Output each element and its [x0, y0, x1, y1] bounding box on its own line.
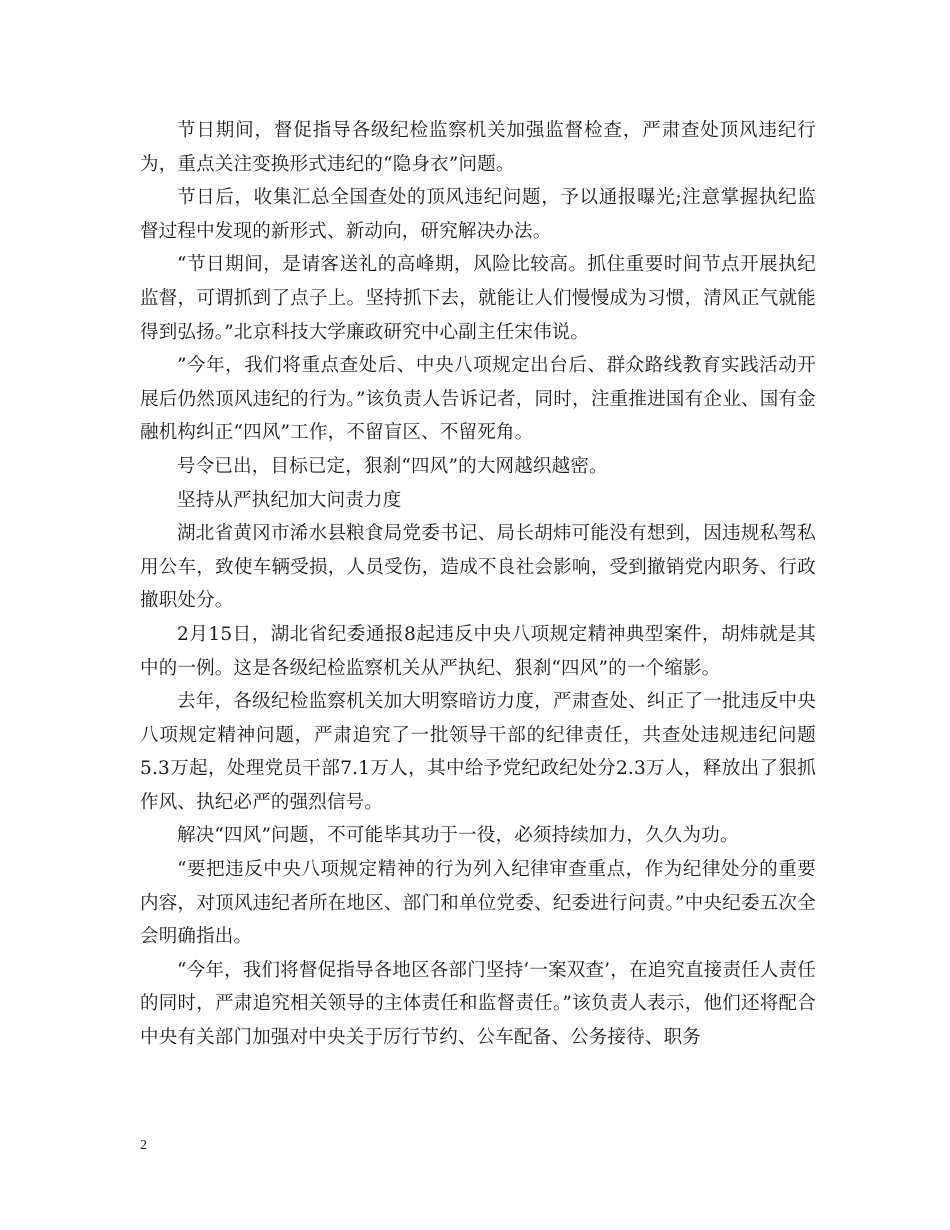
paragraph: 去年，各级纪检监察机关加大明察暗访力度，严肃查处、纠正了一批违反中央八项规定精神问题，严肃追究了一批领导干部的纪律责任，共查处违规违纪问题5.3万起，处理党员干部7.1万人，其中给予党纪政纪处分2.3万人，释放出了狠抓作风、执纪必严的强烈信号。	[140, 691, 816, 813]
page-number: 2	[140, 1138, 147, 1153]
paragraph: “要把违反中央八项规定精神的行为列入纪律审查重点，作为纪律处分的重要内容，对顶风违纪者所在地区、部门和单位党委、纪委进行问责。”中央纪委五次全会明确指出。	[140, 859, 816, 948]
paragraph: 湖北省黄冈市浠水县粮食局党委书记、局长胡炜可能没有想到，因违规私驾私用公车，致使车辆受损，人员受伤，造成不良社会影响，受到撤销党内职务、行政撤职处分。	[140, 523, 816, 612]
paragraph: 解决“四风”问题，不可能毕其功于一役，必须持续加力，久久为功。	[177, 825, 739, 847]
paragraph: 节日后，收集汇总全国查处的顶风违纪问题，予以通报曝光;注意掌握执纪监督过程中发现的新形式、新动向，研究解决办法。	[140, 187, 816, 242]
paragraph: 2月15日，湖北省纪委通报8起违反中央八项规定精神典型案件，胡炜就是其中的一例。这是各级纪检监察机关从严执纪、狠刹“四风”的一个缩影。	[140, 623, 816, 679]
paragraph: ”今年，我们将重点查处后、中央八项规定出台后、群众路线教育实践活动开展后仍然顶风违纪的行为。”该负责人告诉记者，同时，注重推进国有企业、国有金融机构纠正“四风”工作，不留盲区、不留死角。	[140, 355, 816, 444]
paragraph: “节日期间，是请客送礼的高峰期，风险比较高。抓住重要时间节点开展执纪监督，可谓抓到了点子上。坚持抓下去，就能让人们慢慢成为习惯，清风正气就能得到弘扬。”北京科技大学廉政研究中心副主任宋伟说。	[140, 254, 816, 343]
paragraph: 节日期间，督促指导各级纪检监察机关加强监督检查，严肃查处顶风违纪行为，重点关注变换形式违纪的“隐身衣”问题。	[140, 120, 816, 175]
body-text	[140, 114, 816, 1055]
paragraph: 号令已出，目标已定，狠刹“四风”的大网越织越密。	[177, 455, 608, 477]
paragraph: “今年，我们将督促指导各地区各部门坚持‘一案双查’，在追究直接责任人责任的同时，严肃追究相关领导的主体责任和监督责任。”该负责人表示，他们还将配合中央有关部门加强对中央关于厉行节约、公车配备、公务接待、职务	[140, 959, 816, 1049]
section-heading: 坚持从严执纪加大问责力度	[177, 489, 402, 511]
